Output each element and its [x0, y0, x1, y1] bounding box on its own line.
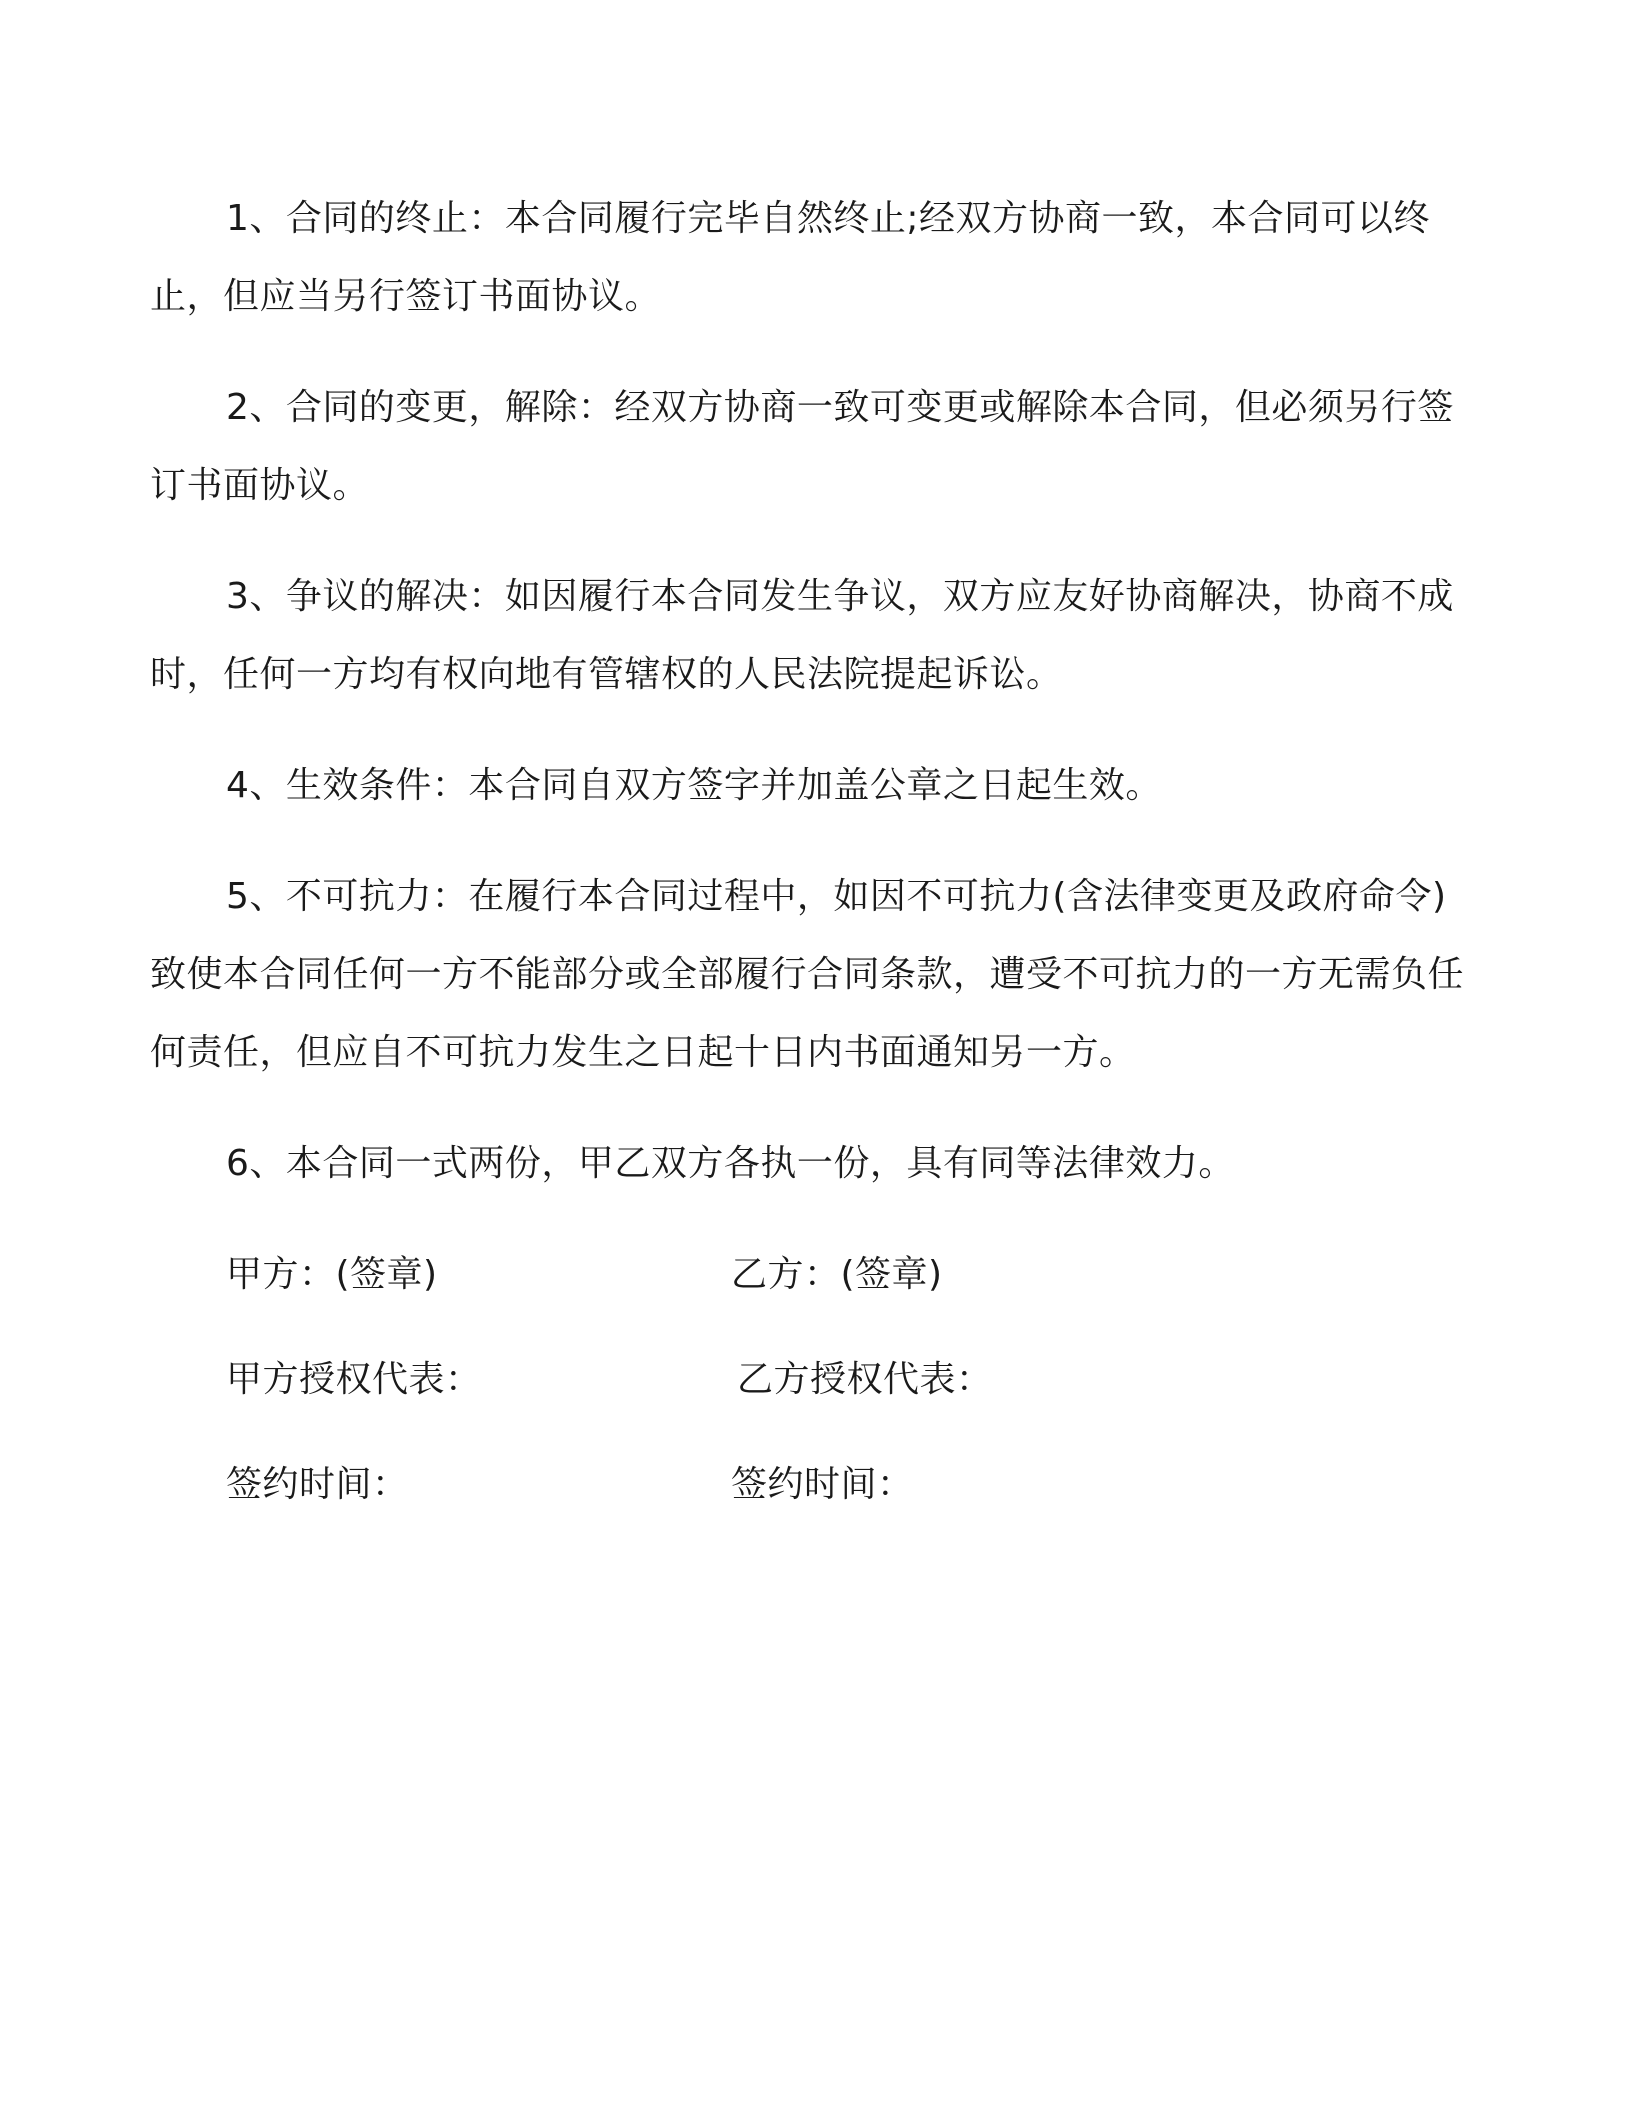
party-a-representative-label: 甲方授权代表：	[226, 1359, 482, 1400]
party-b-date-label: 签约时间：	[731, 1464, 914, 1505]
clause-modification: 2、合同的变更，解除：经双方协商一致可变更或解除本合同，但必须另行签订书面协议。	[150, 387, 1454, 506]
clause-termination: 1、合同的终止：本合同履行完毕自然终止;经双方协商一致，本合同可以终止，但应当另行签订书面协议。	[150, 198, 1431, 317]
party-a-date-label: 签约时间：	[226, 1464, 409, 1505]
clause-force-majeure: 5、不可抗力：在履行本合同过程中，如因不可抗力(含法律变更及政府命令)致使本合同任何一方不能部分或全部履行合同条款，遭受不可抗力的一方无需负任何责任，但应自不可抗力发生之日起十日内书面通知另一方。	[150, 876, 1465, 1073]
signature-block	[150, 1236, 1480, 1524]
signature-row-date	[150, 1446, 1480, 1524]
clause-copies: 6、本合同一式两份，甲乙双方各执一份，具有同等法律效力。	[226, 1143, 1235, 1184]
party-a-seal-label: 甲方：(签章)	[226, 1254, 438, 1295]
clause-effective-condition: 4、生效条件：本合同自双方签字并加盖公章之日起生效。	[226, 765, 1162, 806]
clause-dispute-resolution: 3、争议的解决：如因履行本合同发生争议，双方应友好协商解决，协商不成时，任何一方均有权向地有管辖权的人民法院提起诉讼。	[150, 576, 1454, 695]
party-b-seal-label: 乙方：(签章)	[731, 1254, 943, 1295]
signature-row-representative	[150, 1341, 1480, 1419]
party-b-representative-label: 乙方授权代表：	[737, 1359, 993, 1400]
contract-body	[150, 180, 1480, 1551]
signature-row-seal	[150, 1236, 1480, 1314]
